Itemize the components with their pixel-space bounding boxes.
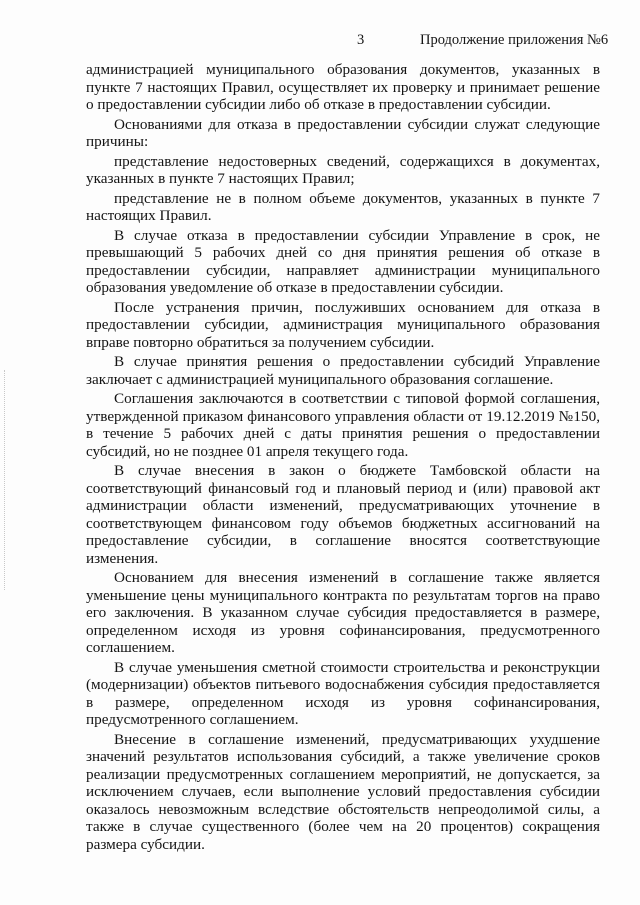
paragraph: В случае отказа в предоставлении субсидии Управление в срок, не превышающий 5 рабочих дней со дня принятия решения об отказе в предоставлении субсидии, направляет администрации муниципального образования уведомление об отказе в предоставлении субсидии. bbox=[86, 226, 600, 296]
paragraph: Основанием для внесения изменений в соглашение также является уменьшение цены муниципального контракта по результатам торгов на право его заключения. В указанном случае субсидия предоставляется в размере, определенном исходя из уровня софинансирования, предусмотренного соглашением. bbox=[86, 569, 600, 656]
scan-margin-mark bbox=[4, 370, 13, 590]
paragraph: В случае уменьшения сметной стоимости строительства и реконструкции (модернизации) объектов питьевого водоснабжения субсидия предоставляется в размере, определенном исходя из уровня софинансирования, предусмотренного соглашением. bbox=[86, 658, 600, 728]
paragraph: представление не в полном объеме документов, указанных в пункте 7 настоящих Правил. bbox=[86, 189, 600, 224]
paragraph: администрацией муниципального образования документов, указанных в пункте 7 настоящих Правил, осуществляет их проверку и принимает решение о предоставлении субсидии либо об отказе в предоставлении субсидии. bbox=[86, 61, 600, 113]
paragraph: представление недостоверных сведений, содержащихся в документах, указанных в пункте 7 настоящих Правил; bbox=[86, 152, 600, 187]
paragraph: После устранения причин, послуживших основанием для отказа в предоставлении субсидии, администрация муниципального образования вправе повторно обратиться за получением субсидии. bbox=[86, 298, 600, 351]
page-number: 3 bbox=[357, 32, 365, 48]
paragraph: Внесение в соглашение изменений, предусматривающих ухудшение значений результатов использования субсидий, а также увеличение сроков реализации предусмотренных соглашением мероприятий, не допускается, за исключением случаев, если выполнение условий предоставления субсидии оказалось невозможным вследствие обстоятельств непреодолимой силы, а также в случае существенного (более чем на 20 процентов) сокращения размера субсидии. bbox=[86, 730, 600, 853]
paragraph: Соглашения заключаются в соответствии с типовой формой соглашения, утвержденной приказом финансового управления области от 19.12.2019 №150, в течение 5 рабочих дней с даты принятия решения о предоставлении субсидий, но не позднее 01 апреля текущего года. bbox=[86, 390, 600, 460]
page-header bbox=[0, 32, 640, 54]
header-title: Продолжение приложения №6 bbox=[420, 32, 609, 48]
paragraph: Основаниями для отказа в предоставлении субсидии служат следующие причины: bbox=[86, 115, 600, 150]
paragraph: В случае внесения в закон о бюджете Тамбовской области на соответствующий финансовый год и плановый период и (или) правовой акт администрации области изменений, предусматривающих уточнение в соответствующем финансовом году объемов бюджетных ассигнований на предоставление субсидии, в соглашение вносятся соответствующие изменения. bbox=[86, 462, 600, 567]
paragraph: В случае принятия решения о предоставлении субсидий Управление заключает с администрацией муниципального образования соглашение. bbox=[86, 353, 600, 388]
document-body bbox=[86, 61, 600, 855]
